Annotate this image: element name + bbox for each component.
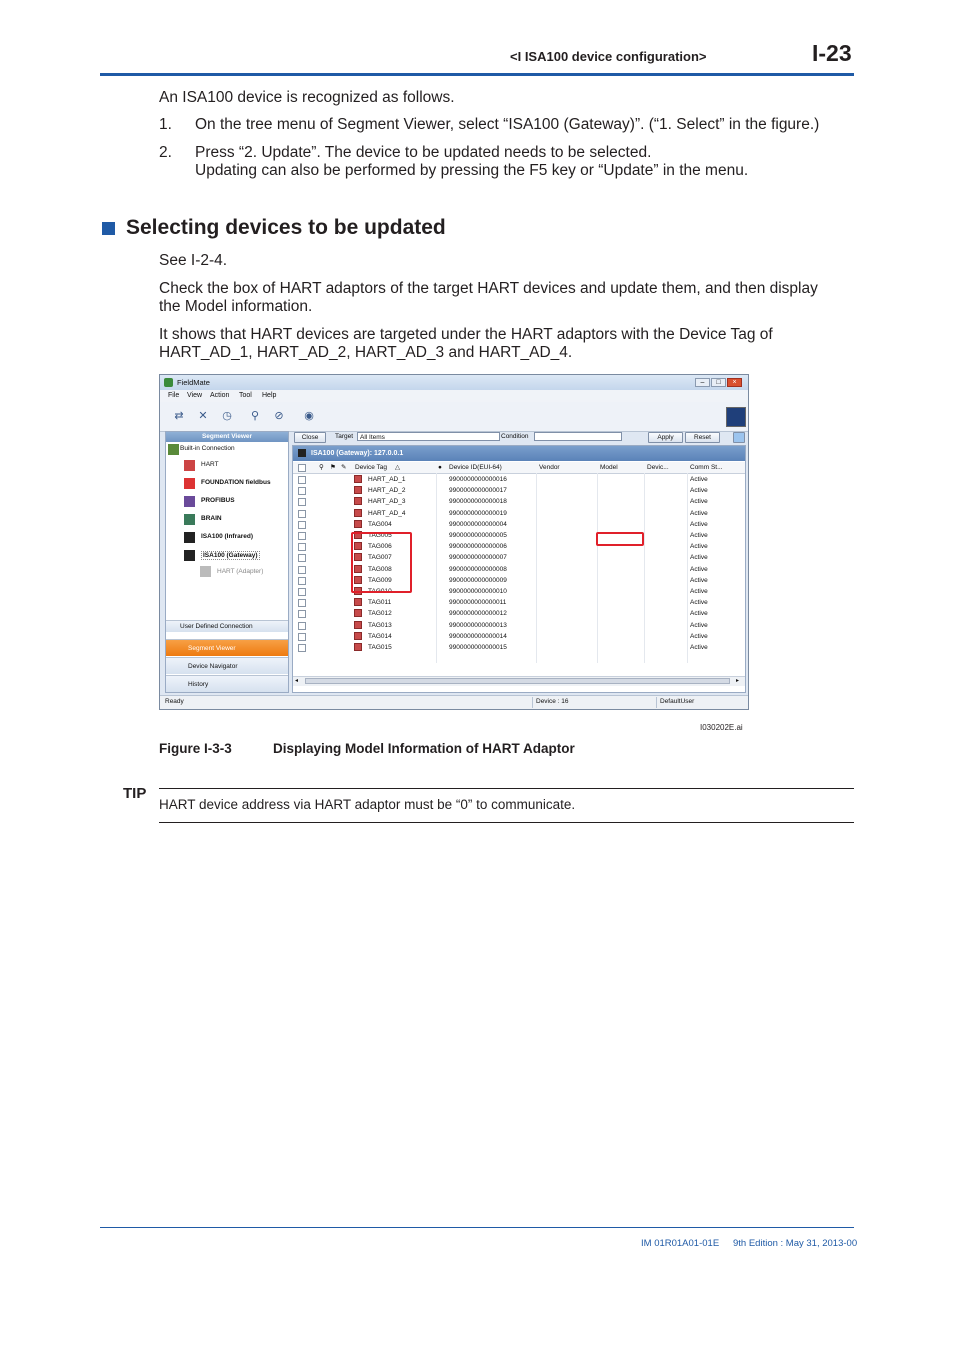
row-device-tag: TAG013 (368, 621, 392, 629)
page-number: I-23 (812, 40, 852, 66)
search-device-icon[interactable]: ⚲ (250, 410, 260, 422)
section-heading (102, 216, 446, 240)
reset-button[interactable]: Reset (685, 432, 720, 443)
row-device-id: 9900000000000017 (449, 487, 507, 495)
table-row[interactable] (293, 485, 745, 496)
col-vendor[interactable]: Vendor (539, 464, 560, 471)
row-device-tag: TAG015 (368, 644, 392, 651)
table-row[interactable] (293, 631, 745, 642)
sort-up-icon: △ (395, 464, 400, 471)
col-comm-status[interactable]: Comm St... (690, 464, 723, 471)
left-panel (165, 431, 289, 693)
footer-rule (100, 1227, 854, 1228)
row-comm-status: Active (690, 632, 708, 640)
row-checkbox[interactable] (298, 588, 306, 596)
device-off-icon[interactable]: ⊘ (274, 410, 284, 422)
row-comm-status: Active (690, 576, 708, 584)
connect-icon[interactable]: ⇄ (174, 410, 184, 422)
row-device-tag: HART_AD_3 (368, 498, 406, 506)
status-bar (160, 695, 748, 710)
fieldmate-window (159, 374, 749, 710)
step-2-text: Press “2. Update”. The device to be updated needs to be selected. (195, 144, 652, 161)
row-checkbox[interactable] (298, 476, 306, 484)
row-comm-status: Active (690, 498, 708, 506)
row-device-tag: HART_AD_1 (368, 476, 406, 483)
row-checkbox[interactable] (298, 487, 306, 495)
table-row[interactable] (293, 474, 745, 485)
row-checkbox[interactable] (298, 644, 306, 652)
tip-bottom-rule (159, 822, 854, 823)
toolbar (160, 402, 748, 432)
row-device-id: 9900000000000007 (449, 554, 507, 562)
section-p3a: It shows that HART devices are targeted under the HART adaptors with the Device Tag of (159, 326, 773, 343)
hart-adapter-icon (200, 566, 211, 577)
row-checkbox[interactable] (298, 622, 306, 630)
column-header-row (293, 462, 745, 474)
row-checkbox[interactable] (298, 521, 306, 529)
status-separator (656, 697, 657, 708)
filter-bar (292, 431, 746, 443)
row-device-tag: TAG005 (368, 532, 392, 539)
close-button[interactable]: Close (294, 432, 326, 443)
device-list-header (293, 446, 745, 461)
tip-text: HART device address via HART adaptor must be “0” to communicate. (159, 797, 576, 812)
tip-top-rule (159, 788, 854, 789)
row-device-id: 9900000000000011 (449, 599, 507, 607)
profibus-icon (184, 496, 195, 507)
row-checkbox[interactable] (298, 599, 306, 607)
col-device-tag[interactable]: Device Tag (355, 464, 388, 471)
col-status-icon: ● (438, 464, 442, 471)
menu-file[interactable]: File (168, 392, 180, 399)
row-checkbox[interactable] (298, 610, 306, 618)
figure-caption: Displaying Model Information of HART Adaptor (273, 741, 575, 756)
scroll-left-icon[interactable]: ◂ (295, 678, 299, 684)
row-device-tag: TAG012 (368, 610, 392, 618)
nav-segment-viewer[interactable]: Segment Viewer (166, 639, 288, 656)
tree-hart[interactable]: HART (201, 461, 219, 468)
status-device-count: Device : 16 (536, 698, 569, 705)
device-list-panel (292, 445, 746, 693)
menu-action[interactable]: Action (210, 392, 230, 399)
tip-label: TIP (123, 785, 147, 802)
footer-edition: 9th Edition : May 31, 2013-00 (733, 1238, 858, 1249)
close-icon[interactable]: × (727, 378, 742, 387)
row-comm-status: Active (690, 554, 708, 562)
figure-file-name: I030202E.ai (700, 723, 743, 732)
tree-isa100-infrared[interactable]: ISA100 (Infrared) (201, 533, 254, 540)
hart-device-icon (354, 520, 362, 528)
row-checkbox[interactable] (298, 510, 306, 518)
row-comm-status: Active (690, 520, 708, 528)
condition-select[interactable] (534, 432, 622, 441)
tree-hart-adapter[interactable]: HART (Adapter) (217, 568, 264, 575)
row-comm-status: Active (690, 610, 708, 618)
gateway-icon (298, 449, 306, 457)
row-device-id: 9900000000000016 (449, 476, 507, 483)
intro-text: An ISA100 device is recognized as follows. (159, 89, 455, 106)
nav-history[interactable]: History (166, 675, 288, 692)
minimize-icon[interactable]: – (695, 378, 710, 387)
row-device-id: 9900000000000018 (449, 498, 507, 506)
apply-button[interactable]: Apply (648, 432, 683, 443)
row-device-tag: TAG004 (368, 520, 392, 528)
row-device-tag: TAG014 (368, 632, 392, 640)
section-p1: See I-2-4. (159, 252, 228, 269)
tree-isa100-gateway[interactable]: ISA100 (Gateway) (203, 552, 258, 559)
hart-device-icon (354, 475, 362, 483)
status-separator (532, 697, 533, 708)
clock-icon[interactable]: ◷ (222, 410, 232, 422)
step-1-text: On the tree menu of Segment Viewer, select “ISA100 (Gateway)”. (“1. Select” in the figure.) (195, 116, 820, 133)
fieldbus-icon (184, 478, 195, 489)
highlight-hart-adaptors (351, 532, 412, 593)
menu-bar (160, 390, 748, 402)
header-rule (100, 73, 854, 76)
row-checkbox[interactable] (298, 566, 306, 574)
scroll-thumb[interactable] (305, 678, 730, 684)
database-icon[interactable]: ◉ (304, 410, 314, 422)
isa100-infrared-icon (184, 532, 195, 543)
row-comm-status: Active (690, 644, 708, 651)
menu-view[interactable]: View (187, 392, 203, 399)
col-icon-1: ⚲ (319, 464, 324, 471)
app-icon (164, 378, 173, 387)
row-comm-status: Active (690, 543, 708, 551)
hart-device-icon (354, 621, 362, 629)
brain-icon (184, 514, 195, 525)
status-ready: Ready (165, 698, 184, 705)
highlight-model-column (596, 532, 644, 546)
grid-view-icon[interactable] (726, 407, 746, 427)
row-comm-status: Active (690, 621, 708, 629)
col-device-id[interactable]: Device ID(EUI-64) (449, 464, 502, 471)
row-device-tag: HART_AD_2 (368, 487, 406, 495)
horizontal-scrollbar[interactable] (293, 676, 745, 686)
row-checkbox[interactable] (298, 532, 306, 540)
window-title: FieldMate (177, 378, 210, 387)
row-device-id: 9900000000000013 (449, 621, 507, 629)
scroll-right-icon[interactable]: ▸ (736, 678, 740, 684)
isa100-gateway-icon (184, 550, 195, 561)
row-comm-status: Active (690, 599, 708, 607)
table-row[interactable] (293, 620, 745, 631)
table-row[interactable] (293, 496, 745, 507)
window-titlebar (160, 375, 748, 390)
section-p3b: HART_AD_1, HART_AD_2, HART_AD_3 and HART_AD_4. (159, 344, 573, 361)
hart-device-icon (354, 609, 362, 617)
col-device[interactable]: Devic... (647, 464, 669, 471)
row-device-tag: TAG008 (368, 565, 392, 573)
row-device-tag: TAG007 (368, 554, 392, 562)
row-device-tag: TAG009 (368, 576, 392, 584)
table-row[interactable] (293, 597, 745, 608)
col-model[interactable]: Model (600, 464, 618, 471)
row-device-tag: TAG010 (368, 588, 392, 595)
row-device-tag: TAG011 (368, 599, 392, 607)
hart-device-icon (354, 598, 362, 606)
hart-device-icon (354, 486, 362, 494)
row-comm-status: Active (690, 487, 708, 495)
running-header: <I ISA100 device configuration> (510, 49, 707, 64)
hart-device-icon (354, 497, 362, 505)
nav-device-navigator[interactable]: Device Navigator (166, 657, 288, 674)
table-row[interactable] (293, 608, 745, 619)
hart-device-icon (354, 509, 362, 517)
tree-builtin[interactable]: Built-in Connection (180, 445, 235, 452)
figure-number: Figure I-3-3 (159, 741, 232, 756)
row-device-id: 9900000000000008 (449, 565, 507, 573)
row-checkbox[interactable] (298, 633, 306, 641)
row-device-id: 9900000000000004 (449, 520, 507, 528)
menu-help[interactable]: Help (262, 392, 277, 399)
footer-doc-number: IM 01R01A01-01E (641, 1238, 720, 1249)
row-device-id: 9900000000000019 (449, 509, 507, 517)
maximize-icon[interactable]: □ (711, 378, 726, 387)
table-row[interactable] (293, 508, 745, 519)
row-comm-status: Active (690, 509, 708, 517)
tree-foundation[interactable]: FOUNDATION fieldbus (201, 479, 271, 486)
hart-device-icon (354, 643, 362, 651)
row-comm-status: Active (690, 532, 708, 539)
disconnect-icon[interactable]: ✕ (198, 410, 208, 422)
section-p2b: the Model information. (159, 298, 313, 315)
table-row[interactable] (293, 642, 745, 653)
connection-icon (168, 444, 179, 455)
row-device-id: 9900000000000012 (449, 610, 507, 618)
row-device-id: 9900000000000006 (449, 543, 507, 551)
row-device-id: 9900000000000009 (449, 576, 507, 584)
target-label: Target (335, 433, 354, 440)
target-select[interactable]: All Items (357, 432, 500, 441)
row-checkbox[interactable] (298, 543, 306, 551)
row-checkbox[interactable] (298, 577, 306, 585)
row-device-tag: HART_AD_4 (368, 509, 406, 517)
gateway-title: ISA100 (Gateway): 127.0.0.1 (311, 450, 404, 457)
menu-tool[interactable]: Tool (239, 392, 252, 399)
step-2-num: 2. (159, 144, 172, 161)
filter-option-icon[interactable] (733, 432, 745, 443)
section-title: Selecting devices to be updated (126, 216, 446, 239)
step-2-text-cont: Updating can also be performed by pressing the F5 key or “Update” in the menu. (195, 162, 749, 179)
row-device-tag: TAG006 (368, 543, 392, 551)
col-icon-2: ⚑ (330, 464, 336, 471)
row-device-id: 9900000000000010 (449, 588, 507, 595)
row-device-id: 9900000000000015 (449, 644, 507, 651)
condition-label: Condition (501, 433, 529, 440)
row-device-id: 9900000000000014 (449, 632, 507, 640)
user-defined-connection[interactable]: User Defined Connection (166, 620, 288, 632)
select-all-checkbox[interactable] (298, 464, 306, 472)
row-comm-status: Active (690, 588, 708, 595)
hart-device-icon (354, 632, 362, 640)
left-panel-header: Segment Viewer (166, 432, 288, 442)
row-comm-status: Active (690, 565, 708, 573)
row-checkbox[interactable] (298, 498, 306, 506)
square-bullet-icon (102, 222, 115, 235)
tree-brain[interactable]: BRAIN (201, 515, 222, 522)
section-p2a: Check the box of HART adaptors of the target HART devices and update them, and then display (159, 280, 818, 297)
col-icon-3: ✎ (341, 464, 347, 471)
row-checkbox[interactable] (298, 554, 306, 562)
tree-profibus[interactable]: PROFIBUS (201, 497, 235, 504)
row-comm-status: Active (690, 476, 708, 483)
step-1-num: 1. (159, 116, 172, 133)
status-user: DefaultUser (660, 698, 695, 705)
row-device-id: 9900000000000005 (449, 532, 507, 539)
table-row[interactable] (293, 519, 745, 530)
hart-icon (184, 460, 195, 471)
